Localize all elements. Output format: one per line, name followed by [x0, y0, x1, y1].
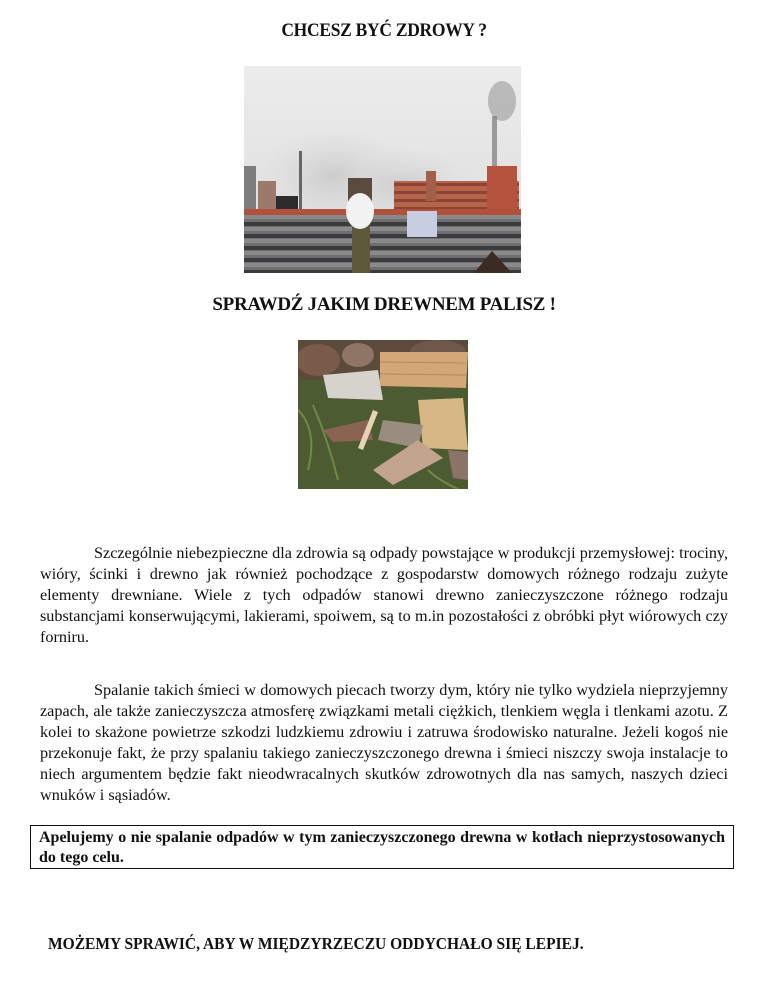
- appeal-box: [30, 825, 734, 869]
- appeal-text: Apelujemy o nie spalanie odpadów w tym zanieczyszczonego drewna w kotłach nieprzystosowanych do tego celu.: [39, 829, 725, 866]
- waste-wood-image: [298, 340, 468, 489]
- heading-top: CHCESZ BYĆ ZDROWY ?: [281, 20, 487, 41]
- paragraph-waste-types: Szczególnie niebezpieczne dla zdrowia są odpady powstające w produkcji przemysłowej: trociny, wióry, ścinki i drewno jak również pochodzące z gospodarstw domowych różnego rodzaju zużyte elementy drewniane. Wiele z tych odpadów stanowi drewno zanieczyszczone różnego rodzaju substancjami konserwującymi, lakierami, spoiwem, są to m.in pozostałości z obróbki płyt wiórowych czy forniru.: [40, 544, 728, 646]
- waste-wood-photo: [298, 340, 468, 489]
- closing-slogan: MOŻEMY SPRAWIĆ, ABY W MIĘDZYRZECZU ODDYCHAŁO SIĘ LEPIEJ.: [48, 934, 584, 953]
- heading-middle: SPRAWDŹ JAKIM DREWNEM PALISZ !: [212, 294, 556, 315]
- paragraph-burning-effects: Spalanie takich śmieci w domowych piecach tworzy dym, który nie tylko wydziela nieprzyjemny zapach, ale także zanieczyszcza atmosferę związkami metali ciężkich, tlenkiem węgla i tlenkami azotu. Z kolei to skażone powietrze szkodzi ludzkiemu zdrowiu i zatruwa środowisko naturalne. Jeżeli kogoś nie przekonuje fakt, że przy spalaniu takiego zanieczyszczonego drewna i śmieci niszczy swoja instalacje to niech argumentem będzie fakt nieodwracalnych skutków zdrowotnych dla nas samych, naszych dzieci wnuków i sąsiadów.: [40, 681, 728, 804]
- rooftop-smoke-image: [244, 66, 521, 273]
- rooftop-smoke-photo: [244, 66, 521, 273]
